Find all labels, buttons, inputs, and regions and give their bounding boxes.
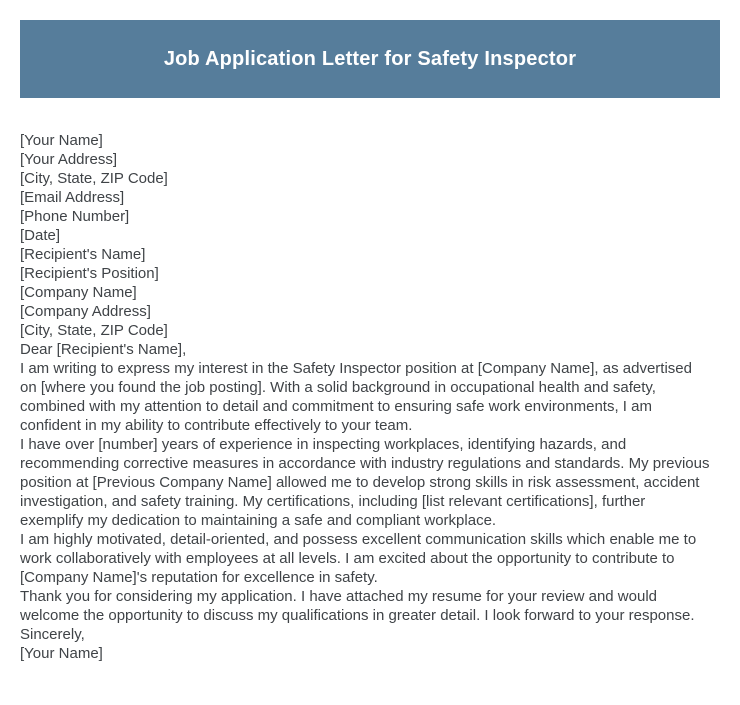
body-paragraph-experience: I have over [number] years of experience in inspecting workplaces, identifying hazards, and recommending corrective measures in accordance with industry regulations and standards. My previous position at [Previous Company Name] allowed me to develop strong skills in risk assessment, accident investigation, and safety training. My certifications, including [list relevant certifications], further exemplify my dedication to maintaining a safe and compliant workplace. [20, 436, 710, 529]
body-paragraph-skills: I am highly motivated, detail-oriented, and possess excellent communication skills which enable me to work collaboratively with employees at all levels. I am excited about the opportunity to contribute to [Company Name]'s reputation for excellence in safety. [20, 531, 697, 586]
contact-line-city-state-zip: [City, State, ZIP Code] [20, 170, 168, 187]
contact-line-company-city-state-zip: [City, State, ZIP Code] [20, 322, 168, 339]
contact-line-company-address: [Company Address] [20, 303, 151, 320]
letter-body [20, 131, 712, 663]
contact-line-company-name: [Company Name] [20, 284, 137, 301]
closing: Sincerely, [20, 626, 85, 643]
contact-line-date: [Date] [20, 227, 61, 244]
body-paragraph-thanks: Thank you for considering my application. I have attached my resume for your review and would welcome the opportunity to discuss my qualifications in greater detail. I look forward to your response. [20, 588, 695, 624]
salutation: Dear [Recipient's Name], [20, 341, 187, 358]
contact-line-recipient-position: [Recipient's Position] [20, 265, 159, 282]
contact-line-email: [Email Address] [20, 189, 125, 206]
page-title: Job Application Letter for Safety Inspector [163, 47, 577, 70]
contact-line-phone: [Phone Number] [20, 208, 130, 225]
letter-title-banner [20, 20, 720, 98]
contact-line-recipient-name: [Recipient's Name] [20, 246, 146, 263]
contact-line-your-name: [Your Name] [20, 132, 103, 149]
body-paragraph-intro: I am writing to express my interest in the Safety Inspector position at [Company Name], as advertised on [where you found the job posting]. With a solid background in occupational health and safety, combined with my attention to detail and commitment to ensuring safe work environments, I am confident in my ability to contribute effectively to your team. [20, 360, 692, 434]
signature-name: [Your Name] [20, 645, 103, 662]
contact-line-your-address: [Your Address] [20, 151, 118, 168]
